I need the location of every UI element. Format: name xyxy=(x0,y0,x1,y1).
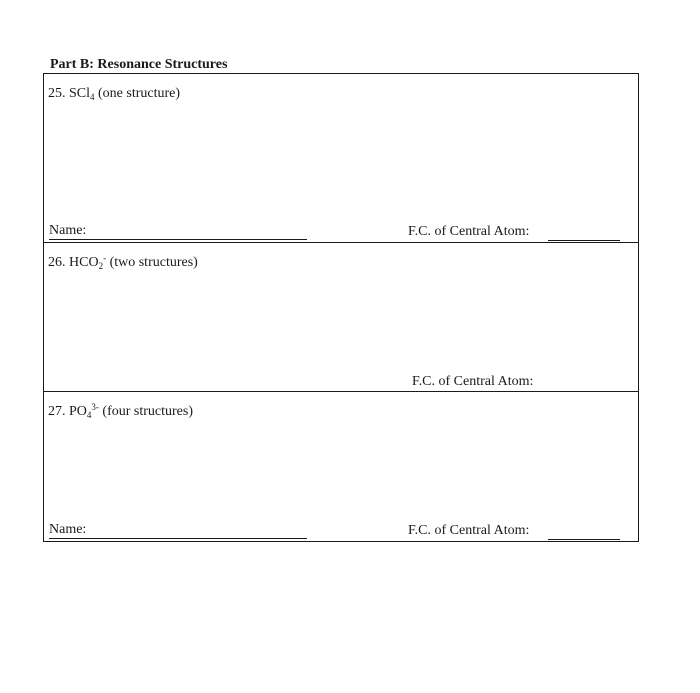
formula-subscript: 4 xyxy=(86,410,92,420)
name-answer-line[interactable] xyxy=(49,522,307,539)
formula-main: HCO xyxy=(69,255,99,270)
question-note: (one structure) xyxy=(98,86,181,101)
fc-answer-line[interactable] xyxy=(548,240,620,241)
formula-superscript: - xyxy=(103,253,107,263)
question-number: 26. xyxy=(48,255,66,270)
question-number: 25. xyxy=(48,86,66,101)
fc-answer-line[interactable] xyxy=(548,539,620,540)
question-note: (two structures) xyxy=(109,255,198,270)
formula-superscript: 3- xyxy=(91,402,99,412)
question-25-box xyxy=(44,74,638,243)
fc-label: F.C. of Central Atom: xyxy=(408,224,530,239)
name-answer-line[interactable] xyxy=(49,223,307,240)
formula-subscript: 4 xyxy=(90,92,95,102)
question-26-prompt xyxy=(48,255,198,271)
name-label: Name: xyxy=(49,223,87,238)
question-number: 27. xyxy=(48,404,66,419)
question-note: (four structures) xyxy=(102,404,193,419)
formula-main: SCl xyxy=(69,86,91,101)
section-title: Part B: Resonance Structures xyxy=(50,57,228,72)
formula-subscript: 2 xyxy=(98,261,104,271)
question-27-prompt xyxy=(48,404,193,420)
question-27-box xyxy=(44,392,638,541)
name-label: Name: xyxy=(49,522,87,537)
question-26-box xyxy=(44,243,638,392)
question-25-prompt xyxy=(48,86,180,102)
formula-main: PO xyxy=(69,404,87,419)
worksheet-table xyxy=(43,73,639,542)
fc-label: F.C. of Central Atom: xyxy=(412,374,534,389)
fc-label: F.C. of Central Atom: xyxy=(408,523,530,538)
